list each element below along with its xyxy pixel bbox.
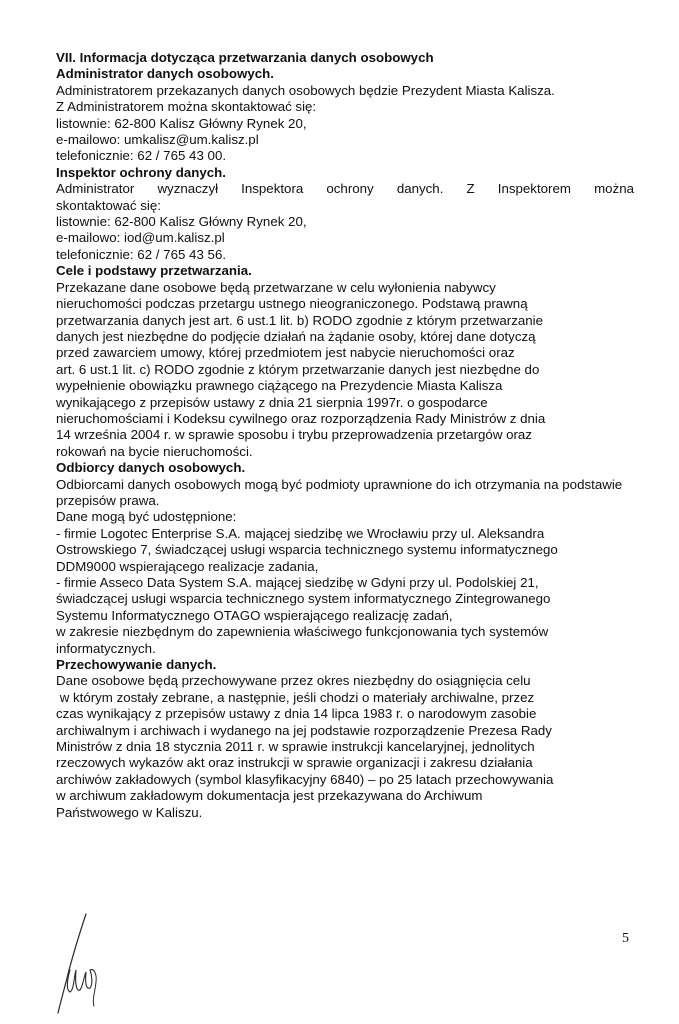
- section-title: VII. Informacja dotycząca przetwarzania danych osobowych: [56, 50, 434, 65]
- purposes-line: nieruchomości podczas przetargu ustnego nieograniczonego. Podstawą prawną: [56, 296, 528, 312]
- purposes-line: 14 września 2004 r. w sprawie sposobu i trybu przeprowadzenia przetargów oraz: [56, 427, 532, 443]
- retention-line: rzeczowych wykazów akt oraz instrukcji w sprawie organizacji i zakresu działania: [56, 755, 533, 771]
- recipients-line: Systemu Informatycznego OTAGO wspierającego realizację zadań,: [56, 607, 453, 623]
- page-content: [56, 50, 634, 821]
- purposes-line: przetwarzania danych jest art. 6 ust.1 lit. b) RODO zgodnie z którym przetwarzanie: [56, 312, 544, 328]
- purposes-line: wypełnienie obowiązku prawnego ciążącego na Prezydencie Miasta Kalisza: [56, 378, 503, 394]
- recipients-line: DDM9000 wspierającego realizacje zadania,: [56, 558, 319, 574]
- administrator-heading: Administrator danych osobowych.: [56, 66, 274, 82]
- retention-line: w którym zostały zebrane, a następnie, jeśli chodzi o materiały archiwalne, przez: [56, 689, 535, 705]
- purposes-heading: Cele i podstawy przetwarzania.: [56, 263, 252, 279]
- inspector-address: listownie: 62-800 Kalisz Główny Rynek 20,: [56, 214, 307, 230]
- administrator-phone: telefonicznie: 62 / 765 43 00.: [56, 148, 227, 164]
- recipients-line: - firmie Logotec Enterprise S.A. mającej siedzibę we Wrocławiu przy ul. Aleksandra: [56, 525, 545, 541]
- administrator-line: Administratorem przekazanych danych osobowych będzie Prezydent Miasta Kalisza.: [56, 82, 555, 98]
- recipients-line: - firmie Asseco Data System S.A. mającej siedzibę w Gdyni przy ul. Podolskiej 21,: [56, 575, 539, 590]
- purposes-line: danych jest niezbędne do podjęcie działań na żądanie osoby, której dane dotyczą: [56, 328, 536, 344]
- recipients-heading: Odbiorcy danych osobowych.: [56, 460, 246, 476]
- inspector-email: e-mailowo: iod@um.kalisz.pl: [56, 230, 225, 246]
- administrator-line: Z Administratorem można skontaktować się:: [56, 99, 317, 115]
- retention-line: Ministrów z dnia 18 stycznia 2011 r. w sprawie instrukcji kancelaryjnej, jednolitych: [56, 739, 535, 755]
- inspector-phone: telefonicznie: 62 / 765 43 56.: [56, 246, 227, 262]
- retention-line: archiwów zakładowych (symbol klasyfikacyjny 6840) – po 25 latach przechowywania: [56, 771, 554, 787]
- recipients-line: Odbiorcami danych osobowych mogą być podmioty uprawnione do ich otrzymania na podstawie: [56, 476, 623, 492]
- recipients-line: świadczącej usługi wsparcia technicznego system informatycznego Zintegrowanego: [56, 591, 551, 607]
- inspector-line: skontaktować się:: [56, 197, 161, 213]
- inspector-line: Administrator wyznaczył Inspektora ochrony danych. Z Inspektorem można: [56, 181, 634, 197]
- administrator-address: listownie: 62-800 Kalisz Główny Rynek 20,: [56, 115, 307, 131]
- inspector-heading: Inspektor ochrony danych.: [56, 164, 226, 180]
- retention-line: w archiwum zakładowym dokumentacja jest przekazywana do Archiwum: [56, 788, 483, 804]
- purposes-line: rokowań na bycie nieruchomości.: [56, 443, 253, 459]
- purposes-line: Przekazane dane osobowe będą przetwarzane w celu wyłonienia nabywcy: [56, 279, 496, 295]
- handwritten-signature: [52, 910, 112, 1015]
- recipients-line: Ostrowskiego 7, świadczącej usługi wsparcia technicznego systemu informatycznego: [56, 542, 558, 558]
- retention-line: Państwowego w Kaliszu.: [56, 804, 203, 820]
- recipients-line: przepisów prawa.: [56, 492, 160, 508]
- retention-line: Dane osobowe będą przechowywane przez okres niezbędny do osiągnięcia celu: [56, 673, 531, 689]
- page-number: 5: [622, 931, 629, 946]
- retention-line: czas wynikający z przepisów ustawy z dnia 14 lipca 1983 r. o narodowym zasobie: [56, 706, 537, 722]
- purposes-line: art. 6 ust.1 lit. c) RODO zgodnie z którym przetwarzanie danych jest niezbędne do: [56, 361, 540, 377]
- recipients-line: Dane mogą być udostępnione:: [56, 509, 237, 525]
- purposes-line: przed zawarciem umowy, której przedmiotem jest nabycie nieruchomości oraz: [56, 345, 515, 361]
- administrator-email: e-mailowo: umkalisz@um.kalisz.pl: [56, 132, 259, 148]
- retention-line: archiwalnym i archiwach i wydanego na jej podstawie rozporządzenie Prezesa Rady: [56, 722, 552, 738]
- recipients-line: w zakresie niezbędnym do zapewnienia właściwego funkcjonowania tych systemów: [56, 624, 549, 640]
- purposes-line: nieruchomościami i Kodeksu cywilnego oraz rozporządzenia Rady Ministrów z dnia: [56, 410, 546, 426]
- purposes-line: wynikającego z przepisów ustawy z dnia 21 sierpnia 1997r. o gospodarce: [56, 394, 488, 410]
- recipients-line: informatycznych.: [56, 640, 156, 656]
- retention-heading: Przechowywanie danych.: [56, 657, 217, 673]
